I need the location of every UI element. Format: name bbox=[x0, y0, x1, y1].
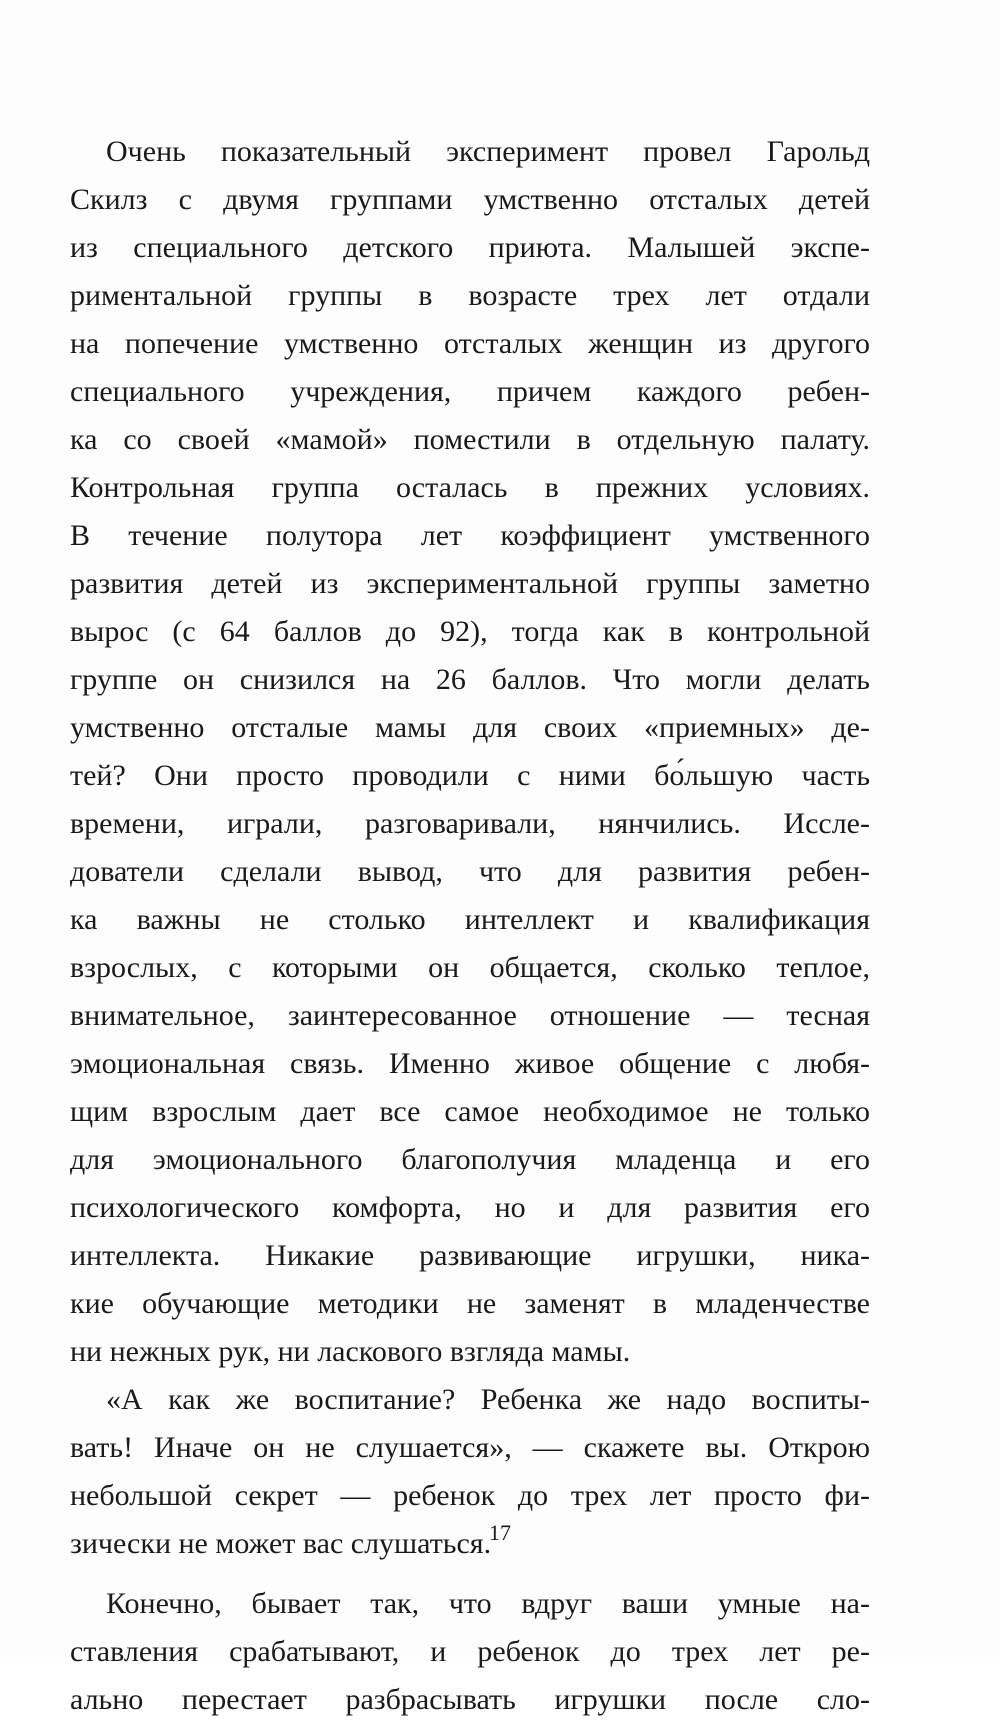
text-line: небольшой секрет — ребенок до трех лет просто фи- bbox=[70, 1479, 870, 1512]
text-line: Конечно, бывает так, что вдруг ваши умные на- bbox=[106, 1587, 870, 1620]
text-line: вырос (с 64 баллов до 92), тогда как в контрольной bbox=[70, 615, 870, 648]
text-line: ставления срабатывают, и ребенок до трех лет ре- bbox=[70, 1635, 870, 1668]
text-line: специального учреждения, причем каждого ребен- bbox=[70, 375, 870, 408]
text-line: ни нежных рук, ни ласкового взгляда мамы. bbox=[70, 1335, 631, 1368]
paragraph-3 bbox=[70, 1580, 870, 1724]
text-line: времени, играли, разговаривали, нянчились. Иссле- bbox=[70, 807, 870, 840]
text-line: Скилз с двумя группами умственно отсталых детей bbox=[70, 183, 870, 216]
text-line: внимательное, заинтересованное отношение — тесная bbox=[70, 999, 870, 1032]
text-line: ально перестает разбрасывать игрушки после сло- bbox=[70, 1683, 870, 1716]
text-line: «А как же воспитание? Ребенка же надо воспиты- bbox=[106, 1383, 870, 1416]
text-line: В течение полутора лет коэффициент умственного bbox=[70, 519, 870, 552]
text-line: Контрольная группа осталась в прежних условиях. bbox=[70, 471, 870, 504]
text-line: интеллекта. Никакие развивающие игрушки, ника- bbox=[70, 1239, 870, 1272]
text-line: ка со своей «мамой» поместили в отдельную палату. bbox=[70, 423, 870, 456]
text-line: риментальной группы в возрасте трех лет отдали bbox=[70, 279, 870, 312]
text-line: тей? Они просто проводили с ними бо́льшую часть bbox=[70, 759, 870, 792]
text-line: эмоциональная связь. Именно живое общение с любя- bbox=[70, 1047, 870, 1080]
text-line: Очень показательный эксперимент провел Гарольд bbox=[106, 135, 870, 168]
paragraph-1 bbox=[70, 128, 870, 1376]
text-line: щим взрослым дает все самое необходимое не только bbox=[70, 1095, 870, 1128]
text-line: дователи сделали вывод, что для развития ребен- bbox=[70, 855, 870, 888]
page-number: 17 bbox=[489, 1520, 511, 1545]
text-line: ка важны не столько интеллект и квалификация bbox=[70, 903, 870, 936]
text-line: развития детей из экспериментальной группы заметно bbox=[70, 567, 870, 600]
text-line: на попечение умственно отсталых женщин из другого bbox=[70, 327, 870, 360]
text-line: зически не может вас слушаться. bbox=[70, 1527, 492, 1560]
text-line: умственно отсталые мамы для своих «приемных» де- bbox=[70, 711, 870, 744]
page-text bbox=[70, 128, 870, 1724]
text-line: кие обучающие методики не заменят в младенчестве bbox=[70, 1287, 870, 1320]
text-line: взрослых, с которыми он общается, сколько теплое, bbox=[70, 951, 870, 984]
text-line: из специального детского приюта. Малышей экспе- bbox=[70, 231, 870, 264]
paragraph-spacer bbox=[70, 1568, 870, 1580]
text-line: вать! Иначе он не слушается», — скажете вы. Открою bbox=[70, 1431, 870, 1464]
text-line: психологического комфорта, но и для развития его bbox=[70, 1191, 870, 1224]
text-line: группе он снизился на 26 баллов. Что могли делать bbox=[70, 663, 870, 696]
text-line: для эмоционального благополучия младенца и его bbox=[70, 1143, 870, 1176]
